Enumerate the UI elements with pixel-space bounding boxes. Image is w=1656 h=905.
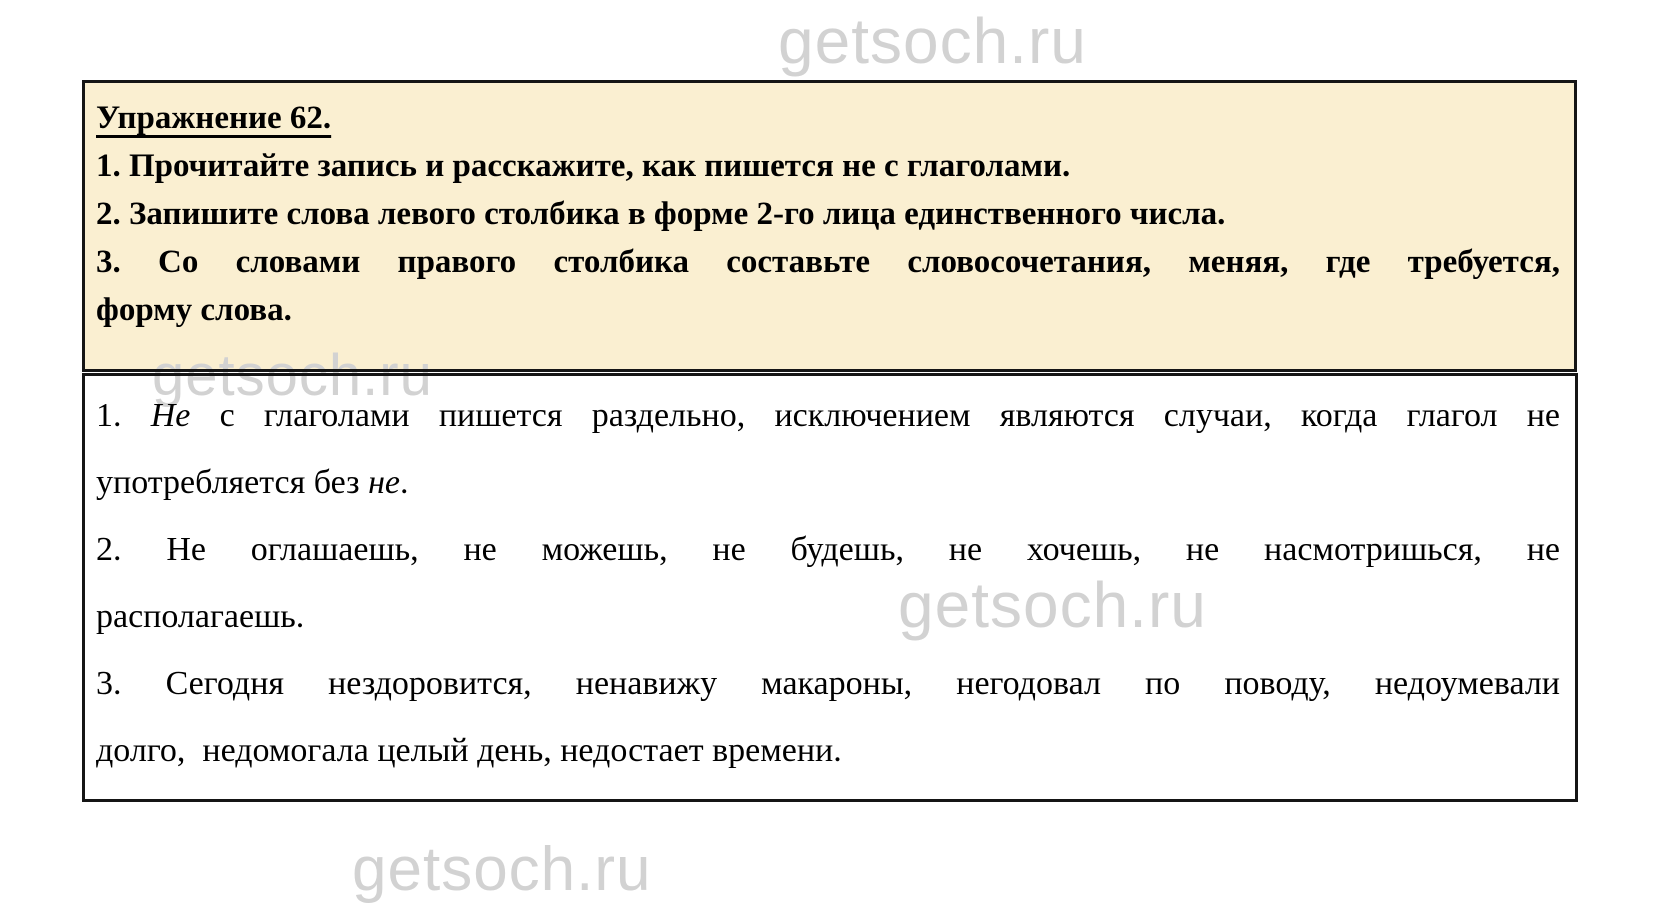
answer-1-line-2 xyxy=(96,449,1560,516)
answer-3-line-1: 3. Сегодня нездоровится, ненавижу макароны, негодовал по поводу, недоумевали xyxy=(96,665,1560,702)
watermark-middle-right: getsoch.ru xyxy=(898,569,1207,641)
task-instruction-1: 1. Прочитайте запись и расскажите, как пишется не с глаголами. xyxy=(96,148,1071,184)
task-instruction-3-continued: форму слова. xyxy=(96,292,292,328)
exercise-title-line xyxy=(96,94,1560,142)
watermark-bottom: getsoch.ru xyxy=(352,835,652,904)
answer-1-period: . xyxy=(400,464,409,501)
answer-1-text: с глаголами пишется раздельно, исключением являются случаи, когда глагол не xyxy=(190,397,1561,434)
answer-box xyxy=(96,382,1560,784)
watermark-middle-left: getsoch.ru xyxy=(152,343,433,408)
answer-1-continued: употребляется без xyxy=(96,464,369,501)
task-instruction-3: 3. Со словами правого столбика составьте словосочетания, меняя, где требуется, xyxy=(96,244,1560,280)
answer-3-line-2: долго, недомогала целый день, недостает времени. xyxy=(96,732,842,769)
answer-2-line-1: 2. Не оглашаешь, не можешь, не будешь, не хочешь, не насмотришься, не xyxy=(96,531,1560,568)
watermark-top: getsoch.ru xyxy=(778,5,1087,77)
task-box xyxy=(96,94,1560,334)
answer-1-italic-word-2: не xyxy=(368,464,401,501)
task-instruction-2: 2. Запишите слова левого столбика в форме 2-го лица единственного числа. xyxy=(96,196,1226,232)
answer-1-number: 1. xyxy=(96,397,151,434)
answer-1-line-1 xyxy=(96,382,1560,449)
answer-2-line-2: располагаешь. xyxy=(96,598,305,635)
answer-1-italic-word: Не xyxy=(150,397,191,434)
exercise-title: Упражнение 62. xyxy=(96,100,332,136)
